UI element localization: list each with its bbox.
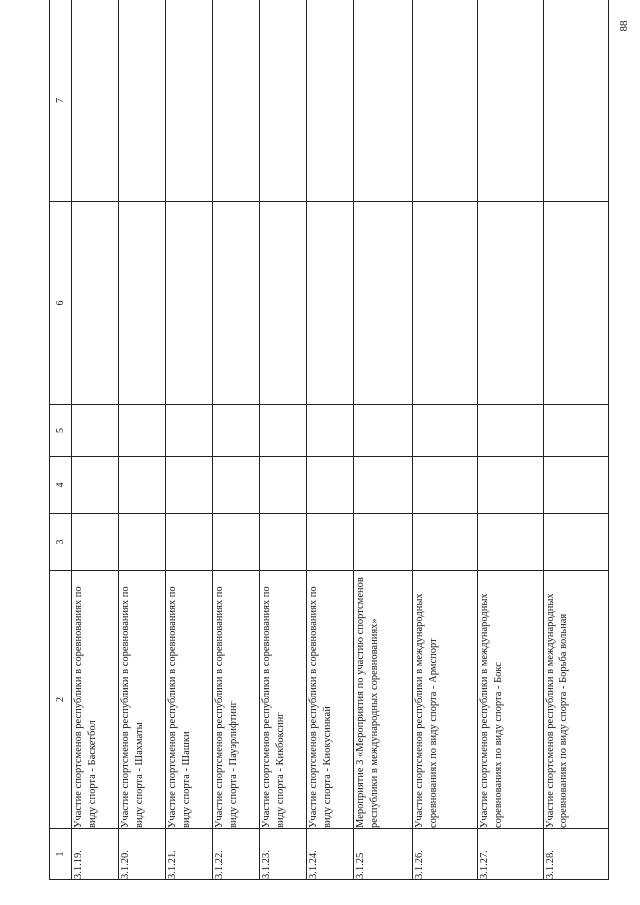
empty-cell <box>354 457 413 514</box>
row-title: Мероприятие 3 «Мероприятия по участию спортсменов республики в международных соревнованиях» <box>354 571 413 829</box>
empty-cell <box>307 514 354 571</box>
column-header: 1 <box>50 829 72 880</box>
row-title: Участие спортсменов республики в соревнованиях по виду спорта - Баскетбол <box>72 571 119 829</box>
empty-cell <box>213 405 260 457</box>
empty-cell <box>413 202 478 405</box>
empty-cell <box>72 0 119 202</box>
empty-cell <box>354 405 413 457</box>
column-header: 6 <box>50 202 72 405</box>
empty-cell <box>213 514 260 571</box>
row-number: 3.1.21. <box>166 829 213 880</box>
row-title: Участие спортсменов республики в соревнованиях по виду спорта - Шашки <box>166 571 213 829</box>
empty-cell <box>166 514 213 571</box>
row-title: Участие спортсменов республики в международных соревнованиях по виду спорта - Бокс <box>478 571 543 829</box>
table-row <box>478 0 543 880</box>
row-title: Участие спортсменов республики в соревнованиях по виду спорта - Шахматы <box>119 571 166 829</box>
empty-cell <box>413 514 478 571</box>
row-number: 3.1.24. <box>307 829 354 880</box>
row-title: Участие спортсменов республики в международных соревнованиях по виду спорта - Армспорт <box>413 571 478 829</box>
row-title: Участие спортсменов республики в соревнованиях по виду спорта - Киокусинкай <box>307 571 354 829</box>
empty-cell <box>413 457 478 514</box>
empty-cell <box>354 0 413 202</box>
empty-cell <box>260 405 307 457</box>
empty-cell <box>260 0 307 202</box>
empty-cell <box>413 405 478 457</box>
empty-cell <box>119 514 166 571</box>
table-row <box>213 0 260 880</box>
row-number: 3.1.26. <box>413 829 478 880</box>
table-row <box>72 0 119 880</box>
empty-cell <box>72 202 119 405</box>
empty-cell <box>543 457 608 514</box>
rotated-table-container <box>49 0 609 880</box>
empty-cell <box>543 405 608 457</box>
column-header: 5 <box>50 405 72 457</box>
row-number: 3.1.25 <box>354 829 413 880</box>
column-header: 7 <box>50 0 72 202</box>
empty-cell <box>119 457 166 514</box>
table-row <box>354 0 413 880</box>
column-header: 2 <box>50 571 72 829</box>
program-table <box>49 0 609 880</box>
table-row <box>543 0 608 880</box>
empty-cell <box>543 514 608 571</box>
row-number: 3.1.27. <box>478 829 543 880</box>
row-number: 3.1.19. <box>72 829 119 880</box>
table-row <box>119 0 166 880</box>
empty-cell <box>478 405 543 457</box>
column-header: 3 <box>50 514 72 571</box>
empty-cell <box>354 202 413 405</box>
empty-cell <box>307 405 354 457</box>
empty-cell <box>213 0 260 202</box>
page-number: 88 <box>618 20 630 32</box>
table-row <box>166 0 213 880</box>
empty-cell <box>119 405 166 457</box>
row-number: 3.1.22. <box>213 829 260 880</box>
empty-cell <box>478 0 543 202</box>
empty-cell <box>307 0 354 202</box>
empty-cell <box>166 405 213 457</box>
empty-cell <box>119 0 166 202</box>
table-row <box>413 0 478 880</box>
empty-cell <box>260 457 307 514</box>
header-row <box>50 0 72 880</box>
empty-cell <box>119 202 166 405</box>
empty-cell <box>354 514 413 571</box>
row-title: Участие спортсменов республики в соревнованиях по виду спорта - Кикбоксинг <box>260 571 307 829</box>
empty-cell <box>307 457 354 514</box>
empty-cell <box>260 514 307 571</box>
row-number: 3.1.20. <box>119 829 166 880</box>
empty-cell <box>72 457 119 514</box>
empty-cell <box>166 457 213 514</box>
table-row <box>260 0 307 880</box>
empty-cell <box>478 514 543 571</box>
empty-cell <box>543 0 608 202</box>
empty-cell <box>307 202 354 405</box>
empty-cell <box>166 202 213 405</box>
empty-cell <box>413 0 478 202</box>
empty-cell <box>72 405 119 457</box>
empty-cell <box>478 202 543 405</box>
column-header: 4 <box>50 457 72 514</box>
empty-cell <box>72 514 119 571</box>
empty-cell <box>478 457 543 514</box>
row-title: Участие спортсменов республики в соревнованиях по виду спорта - Пауэрлифтинг <box>213 571 260 829</box>
empty-cell <box>260 202 307 405</box>
table-row <box>307 0 354 880</box>
empty-cell <box>543 202 608 405</box>
empty-cell <box>213 202 260 405</box>
row-number: 3.1.28. <box>543 829 608 880</box>
empty-cell <box>166 0 213 202</box>
row-number: 3.1.23. <box>260 829 307 880</box>
empty-cell <box>213 457 260 514</box>
row-title: Участие спортсменов республики в международных соревнованиях по виду спорта - Борьба вольная <box>543 571 608 829</box>
